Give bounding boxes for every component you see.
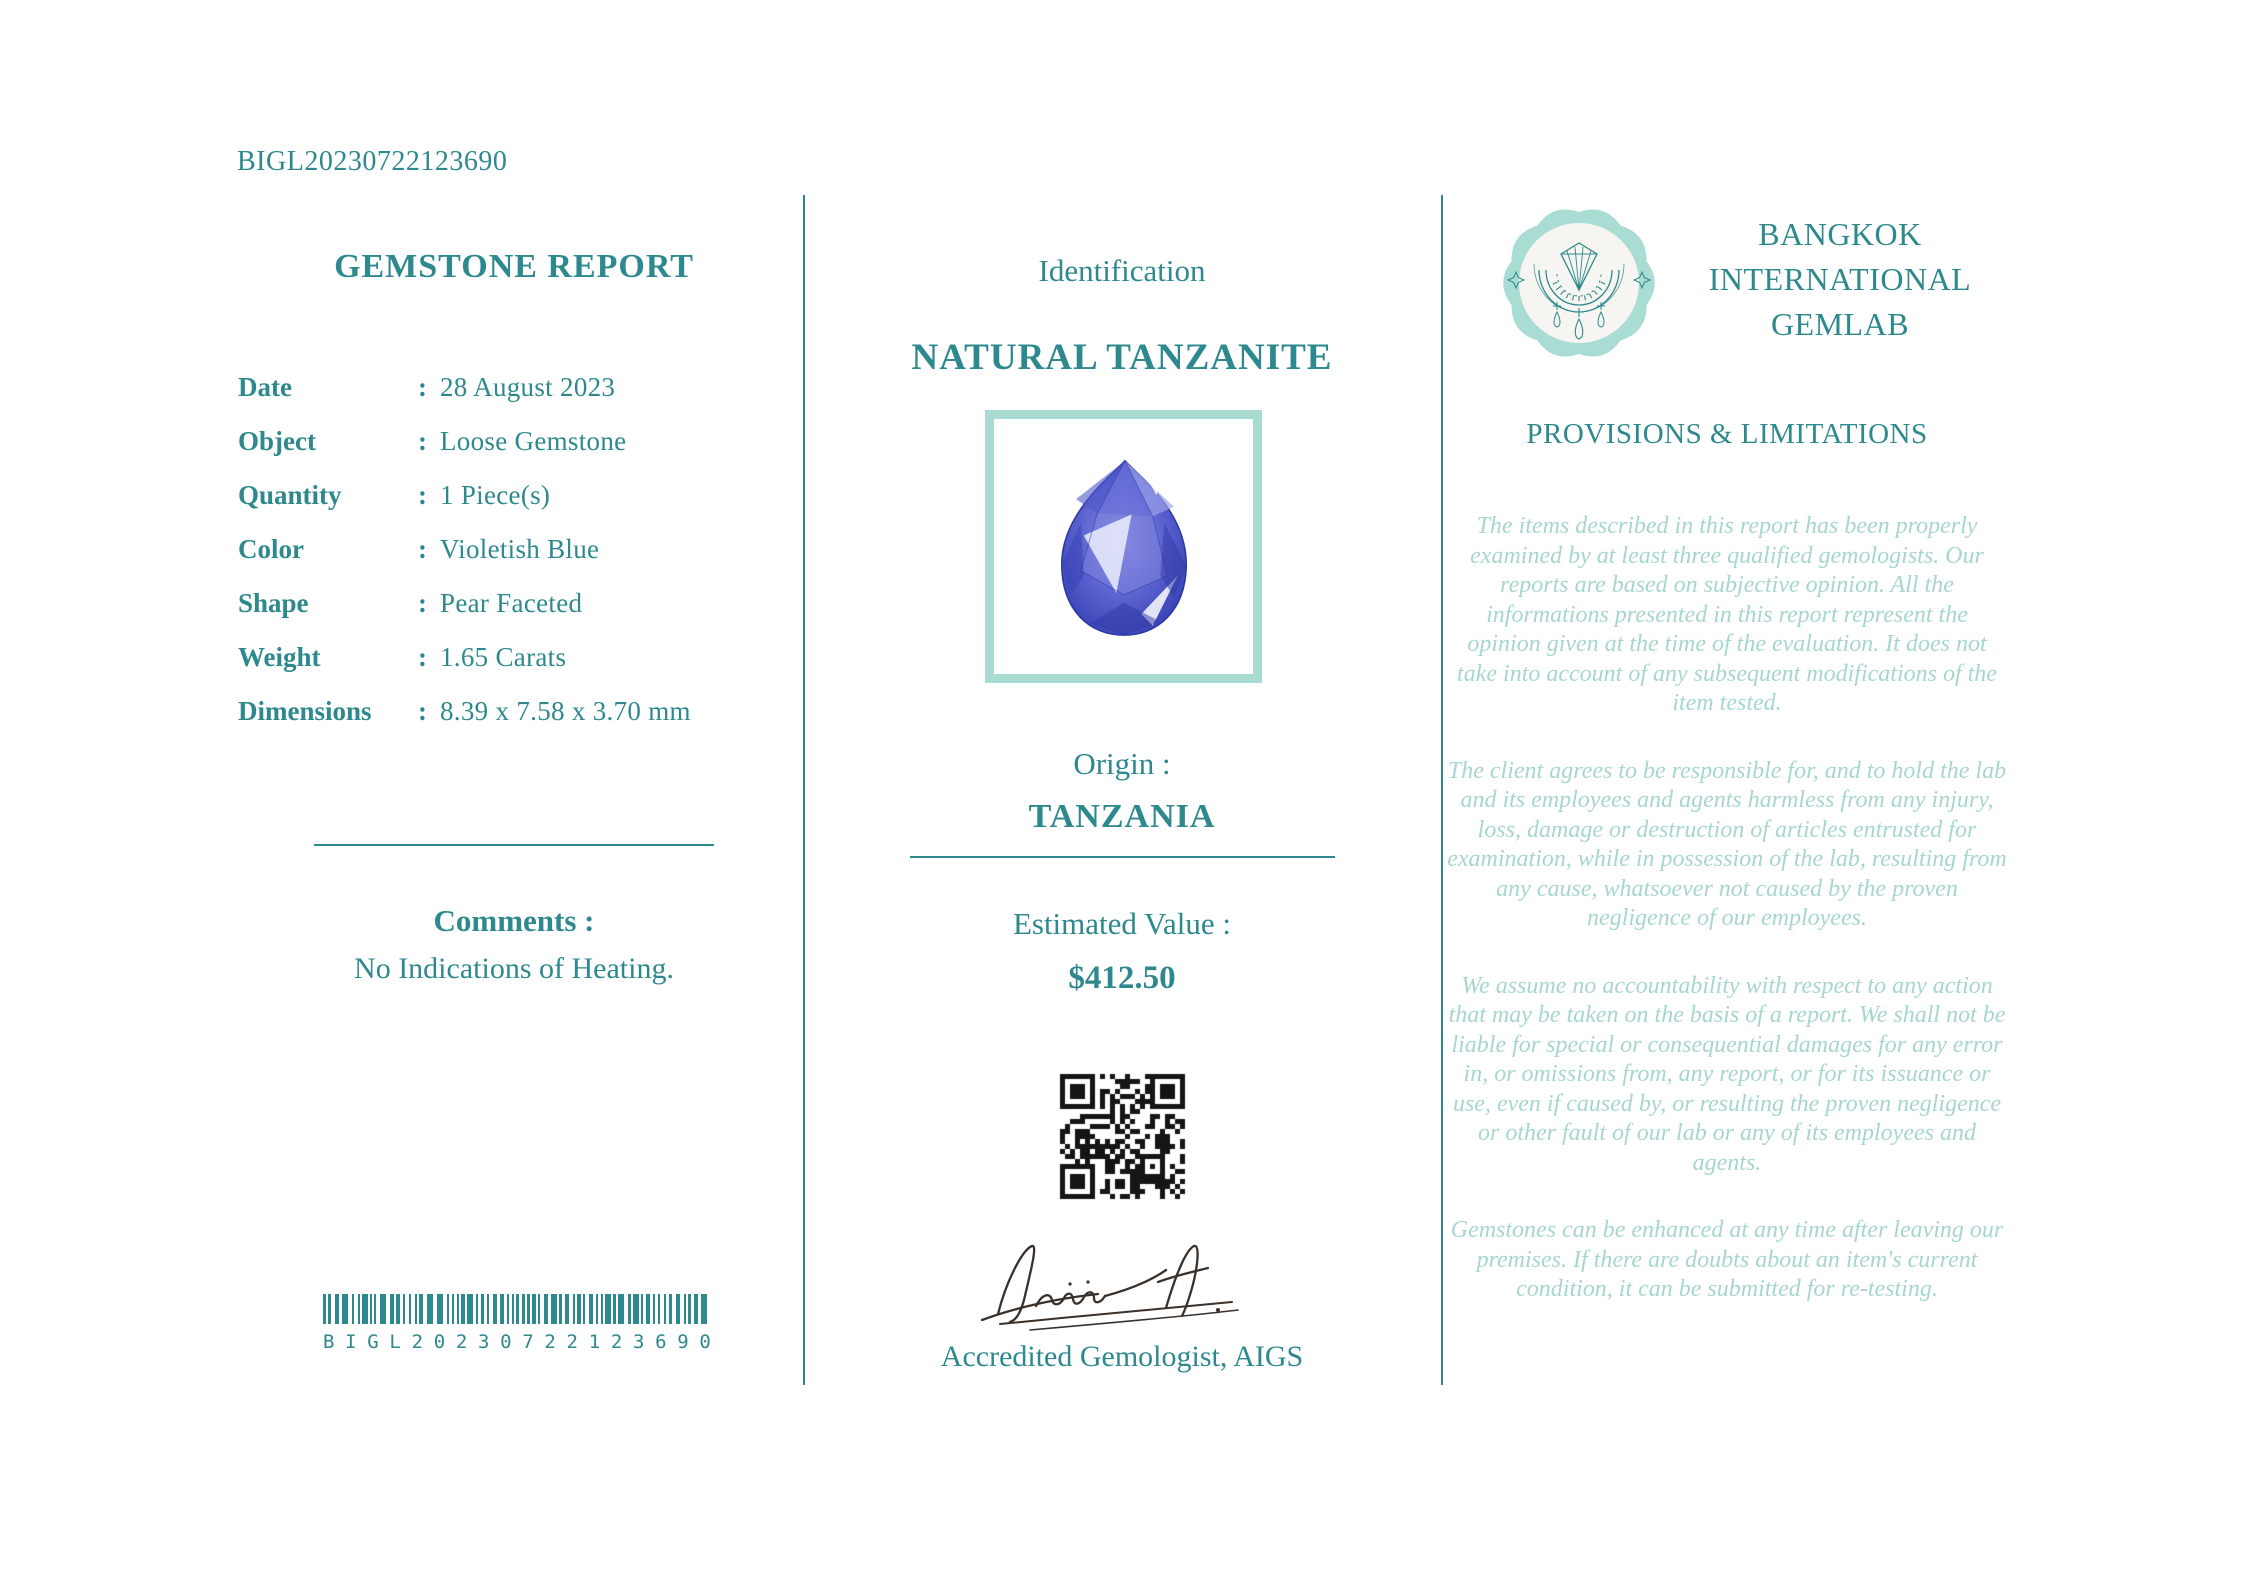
field-value: Violetish Blue xyxy=(440,533,600,564)
field-label: Dimensions xyxy=(238,695,372,726)
table-row: Shape : Pear Faceted xyxy=(238,587,583,618)
gemologist-title: Accredited Gemologist, AIGS xyxy=(940,1340,1304,1373)
estimated-value: $412.50 xyxy=(1068,960,1176,996)
gem-photo xyxy=(1009,432,1239,662)
field-value: 1 Piece(s) xyxy=(440,479,551,510)
lab-name xyxy=(1665,212,2015,347)
field-value: 28 August 2023 xyxy=(440,371,616,402)
provisions-text xyxy=(1447,512,2007,1343)
field-label: Shape xyxy=(238,587,309,618)
provision-paragraph: The client agrees to be responsible for, and to hold the lab and its employees and agents harmless from any injury, loss, damage or destruction of articles entrusted for examination, while in possession of the lab, resulting from any cause, whatsoever not caused by the proven negligence of our employees. xyxy=(1447,757,2007,931)
origin-label: Origin : xyxy=(1073,746,1171,781)
provision-paragraph: Gemstones can be enhanced at any time after leaving our premises. If there are doubts about an item's current condition, it can be submitted for re-testing. xyxy=(1450,1217,2004,1302)
report-title: GEMSTONE REPORT xyxy=(334,248,694,285)
signature xyxy=(970,1222,1270,1334)
lab-name-line: BANGKOK xyxy=(1758,216,1922,252)
identification-title: Identification xyxy=(1038,253,1206,288)
lab-name-line: GEMLAB xyxy=(1770,306,1910,342)
gem-photo-frame xyxy=(985,410,1262,683)
field-label: Weight xyxy=(238,641,321,672)
field-label: Quantity xyxy=(238,479,342,510)
table-row: Quantity : 1 Piece(s) xyxy=(238,479,551,510)
field-label: Date xyxy=(238,371,292,402)
gemlab-logo-icon xyxy=(1494,198,1664,368)
report-fields-table xyxy=(238,360,790,738)
field-label: Color xyxy=(238,533,304,564)
gem-name: NATURAL TANZANITE xyxy=(911,337,1333,378)
comments-heading: Comments : xyxy=(433,903,595,938)
provision-paragraph: We assume no accountability with respect to any action that may be taken on the basis of a report. We shall not be liable for special or consequential damages for any error in, or omissions from, any report, or for its issuance or use, even if caused by, or resulting the proven negligence or other fault of our lab or any of its employees and agents. xyxy=(1448,972,2006,1176)
provision-paragraph: The items described in this report has been properly examined by at least three qualified gemologists. Our reports are based on subjective opinion. All the informations presented in this report represent the opinion given at the time of the evaluation. It does not take into account of any subsequent modifications of the item tested. xyxy=(1457,513,1997,716)
lab-name-line: INTERNATIONAL xyxy=(1708,261,1972,297)
table-row: Color : Violetish Blue xyxy=(238,533,600,564)
field-value: Loose Gemstone xyxy=(440,425,627,456)
column-divider-right xyxy=(1441,195,1443,1385)
comments-text: No Indications of Heating. xyxy=(354,952,674,985)
table-row: Object : Loose Gemstone xyxy=(238,425,627,456)
table-row: Date : 28 August 2023 xyxy=(238,371,616,402)
field-value: 1.65 Carats xyxy=(440,641,567,672)
table-row: Weight : 1.65 Carats xyxy=(238,641,567,672)
section-divider xyxy=(910,856,1335,858)
barcode-text: B I G L 2 0 2 3 0 7 2 2 1 2 3 6 9 0 xyxy=(323,1331,711,1353)
section-divider xyxy=(314,844,714,846)
field-value: Pear Faceted xyxy=(440,587,583,618)
qr-code-icon xyxy=(1058,1072,1188,1202)
barcode-icon xyxy=(323,1294,711,1324)
report-number: BIGL20230722123690 xyxy=(237,146,508,177)
field-label: Object xyxy=(238,425,316,456)
origin-value: TANZANIA xyxy=(1028,798,1216,835)
table-row: Dimensions : 8.39 x 7.58 x 3.70 mm xyxy=(238,695,691,726)
provisions-title: PROVISIONS & LIMITATIONS xyxy=(1526,418,1928,450)
estimated-value-label: Estimated Value : xyxy=(1012,906,1232,941)
field-value: 8.39 x 7.58 x 3.70 mm xyxy=(440,695,691,726)
barcode xyxy=(323,1294,711,1353)
